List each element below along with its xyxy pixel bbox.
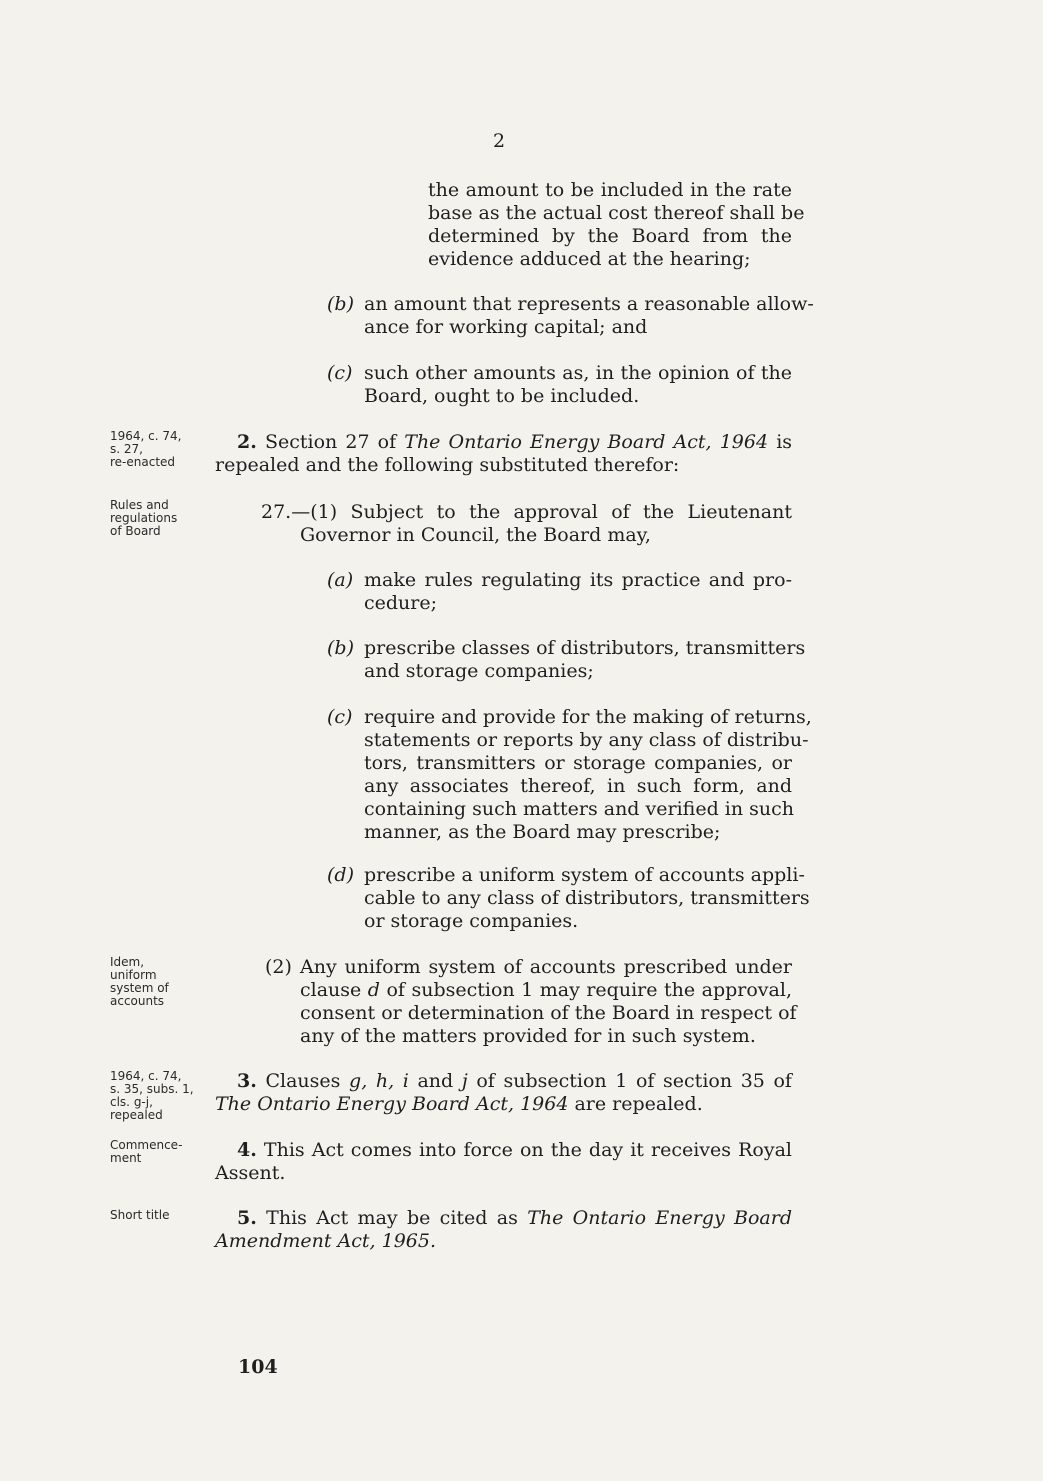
clause-line: require and provide for the making of returns,	[364, 706, 812, 728]
note-line: 1964, c. 74,	[110, 429, 182, 443]
clause-line: such other amounts as, in the opinion of the	[364, 362, 792, 384]
clause-line: manner, as the Board may prescribe;	[364, 821, 721, 843]
text-run: of subsection 1 may require the approval,	[386, 979, 792, 1001]
note-line: re-enacted	[110, 455, 176, 469]
section-5	[215, 1207, 792, 1253]
subsection-line: consent or determination of the Board in respect of	[300, 1002, 797, 1024]
clause-line: containing such matters and verified in such	[364, 798, 794, 820]
text-run: clause	[300, 979, 362, 1001]
margin-note-reenacted	[110, 430, 210, 469]
margin-note-repealed	[110, 1070, 210, 1122]
note-line: uniform	[110, 968, 157, 982]
clause-line: Board, ought to be included.	[364, 385, 640, 407]
note-line: system of	[110, 981, 169, 995]
subsection-2-label: (2)	[265, 956, 292, 978]
clause-c-text	[364, 362, 792, 408]
section-4-line-2: Assent.	[215, 1162, 286, 1184]
text-run: Section 27 of	[264, 431, 397, 453]
footer-bill-number: 104	[238, 1356, 278, 1378]
clause-d-label: (d)	[327, 864, 354, 886]
section-5-line-2	[215, 1230, 792, 1253]
clause-ref: g,	[349, 1070, 368, 1092]
section-4-line-1	[215, 1139, 792, 1162]
note-line: Rules and	[110, 498, 169, 512]
note-line: s. 35, subs. 1,	[110, 1082, 194, 1096]
subsection-line: Any uniform system of accounts prescribed under	[300, 956, 792, 978]
text-run: of subsection 1 of section 35 of	[476, 1070, 792, 1092]
clause-line: any associates thereof, in such form, and	[364, 775, 792, 797]
subsection-line: any of the matters provided for in such system.	[300, 1025, 756, 1047]
continuation-text	[428, 179, 805, 271]
section-2-number: 2.	[237, 431, 257, 453]
section-4	[215, 1139, 792, 1185]
act-title: The Ontario Energy Board Act, 1964	[215, 1093, 569, 1115]
text-run: Clauses	[265, 1070, 341, 1092]
act-title: The Ontario Energy Board Act, 1964	[404, 431, 769, 453]
act-title: Amendment Act, 1965.	[215, 1230, 437, 1252]
text-run: is	[776, 431, 793, 453]
clause-a-text	[364, 569, 792, 615]
section-5-line-1	[215, 1207, 792, 1230]
note-line: regulations	[110, 511, 178, 525]
clause-line: tors, transmitters or storage companies, or	[364, 752, 792, 774]
section-3-line-2	[215, 1093, 792, 1116]
section-27-1-cont	[300, 524, 792, 547]
clause-b-label: (b)	[327, 293, 354, 315]
clause-b2-label: (b)	[327, 637, 354, 659]
note-line: 1964, c. 74,	[110, 1069, 182, 1083]
text-run: This Act may be cited as	[266, 1207, 518, 1229]
margin-note-rules	[110, 499, 210, 538]
clause-b2-text	[364, 637, 806, 683]
text-run: are repealed.	[574, 1093, 703, 1115]
note-line: Short title	[110, 1208, 170, 1222]
continuation-line: base as the actual cost thereof shall be	[428, 202, 805, 224]
section-27-line-2: Governor in Council, the Board may,	[300, 524, 651, 546]
continuation-line: determined by the Board from the	[428, 225, 792, 247]
clause-line: cable to any class of distributors, transmitters	[364, 887, 810, 909]
note-line: Idem,	[110, 955, 145, 969]
note-line: repealed	[110, 1108, 163, 1122]
note-line: cls. g-j,	[110, 1095, 153, 1109]
clause-line: prescribe a uniform system of accounts appli-	[364, 864, 805, 886]
clause-line: cedure;	[364, 592, 438, 614]
text-run: and	[417, 1070, 454, 1092]
subsection-line	[300, 979, 792, 1002]
margin-note-commencement	[110, 1139, 210, 1165]
note-line: ment	[110, 1151, 142, 1165]
clause-d-text	[364, 864, 810, 933]
clause-ref: i	[402, 1070, 409, 1092]
clause-line: an amount that represents a reasonable allow-	[364, 293, 814, 315]
margin-note-short-title	[110, 1209, 210, 1222]
section-3-line-1	[215, 1070, 792, 1093]
clause-c2-text	[364, 706, 812, 844]
clause-c2-label: (c)	[327, 706, 353, 728]
note-line: of Board	[110, 524, 161, 538]
clause-b-text	[364, 293, 814, 339]
note-line: s. 27,	[110, 442, 143, 456]
section-3	[215, 1070, 792, 1116]
clause-line: statements or reports by any class of distribu-	[364, 729, 809, 751]
clause-line: prescribe classes of distributors, transmitters	[364, 637, 806, 659]
page-number: 2	[493, 130, 506, 152]
continuation-line: the amount to be included in the rate	[428, 179, 792, 201]
section-27-1	[261, 501, 792, 524]
clause-c-label: (c)	[327, 362, 353, 384]
clause-a-label: (a)	[327, 569, 354, 591]
section-5-number: 5.	[237, 1207, 257, 1229]
section-27-line-1: 27.—(1) Subject to the approval of the Lieutenant	[261, 501, 792, 523]
section-2-line-2: repealed and the following substituted therefor:	[215, 454, 680, 476]
note-line: accounts	[110, 994, 165, 1008]
note-line: Commence-	[110, 1138, 183, 1152]
clause-line: make rules regulating its practice and pro-	[364, 569, 792, 591]
clause-line: or storage companies.	[364, 910, 579, 932]
clause-line: ance for working capital; and	[364, 316, 648, 338]
continuation-line: evidence adduced at the hearing;	[428, 248, 751, 270]
section-2	[215, 431, 792, 477]
section-4-number: 4.	[237, 1139, 257, 1161]
clause-ref: d	[367, 979, 380, 1001]
subsection-2-text	[300, 956, 797, 1048]
section-2-line-1	[215, 431, 792, 454]
clause-line: and storage companies;	[364, 660, 594, 682]
margin-note-idem	[110, 956, 210, 1008]
clause-ref: h,	[375, 1070, 395, 1092]
text-run: This Act comes into force on the day it receives Royal	[263, 1139, 792, 1161]
section-3-number: 3.	[237, 1070, 257, 1092]
clause-ref: j	[461, 1070, 468, 1092]
act-title: The Ontario Energy Board	[527, 1207, 792, 1229]
